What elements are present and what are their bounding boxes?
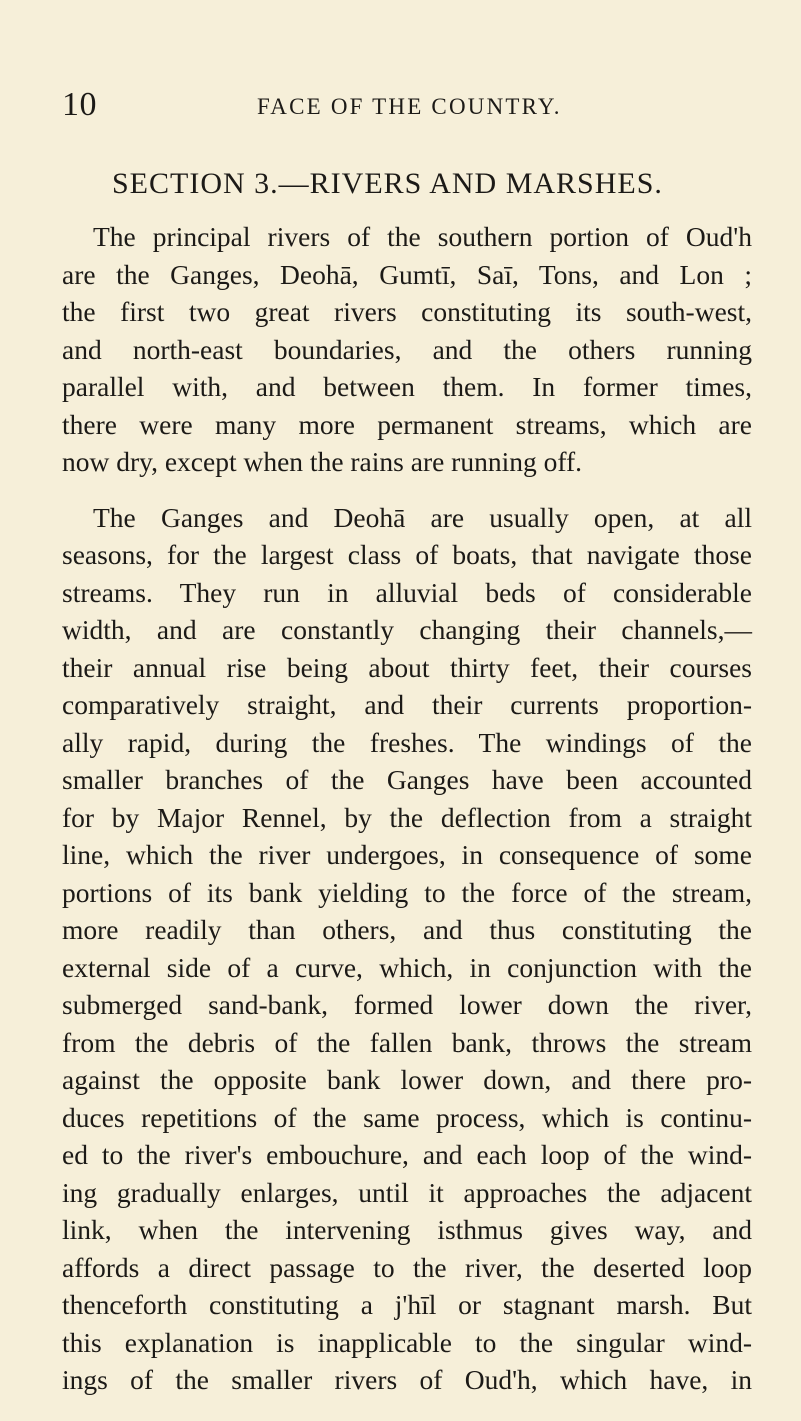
text-line: line, which the river undergoes, in consequence of some [62,839,752,870]
text-line: against the opposite bank lower down, and there pro- [62,1064,752,1095]
body-text [62,218,752,1399]
paragraph-2 [62,499,752,1399]
text-line: smaller branches of the Ganges have been accounted [62,764,752,795]
text-line: ally rapid, during the freshes. The windings of the [62,726,752,758]
text-line: seasons, for the largest class of boats, that navigate those [62,539,752,570]
running-title: FACE OF THE COUNTRY. [257,94,562,119]
text-line: and north-east boundaries, and the others running [62,333,752,365]
section-heading: SECTION 3.—RIVERS AND MARSHES. [112,167,663,200]
text-line: external side of a curve, which, in conjunction with the [62,951,752,983]
text-line: from the debris of the fallen bank, throws the stream [62,1026,752,1058]
text-line: The Ganges and Deohā are usually open, at all [93,501,752,533]
text-line: streams. They run in alluvial beds of considerable [62,576,752,608]
text-line: thenceforth constituting a j'hīl or stagnant marsh. But [62,1289,752,1320]
text-line: there were many more permanent streams, which are [62,408,752,440]
text-line: duces repetitions of the same process, which is continu- [62,1101,752,1133]
text-line: portions of its bank yielding to the force of the stream, [62,876,752,908]
text-line: parallel with, and between them. In former times, [62,371,752,402]
text-line: more readily than others, and thus constituting the [62,914,752,945]
text-line: are the Ganges, Deohā, Gumtī, Saī, Tons, and Lon ; [62,258,752,290]
text-line: ings of the smaller rivers of Oud'h, which have, in [62,1364,752,1395]
text-line: The principal rivers of the southern portion of Oud'h [93,221,752,252]
paragraph-1 [62,218,752,481]
text-line: affords a direct passage to the river, the deserted loop [62,1251,752,1283]
text-line: this explanation is inapplicable to the singular wind- [62,1326,752,1358]
text-line: ing gradually enlarges, until it approaches the adjacent [62,1176,752,1208]
page-number: 10 [62,86,97,123]
text-line: link, when the intervening isthmus gives way, and [62,1214,752,1245]
text-line: the first two great rivers constituting its south-west, [62,296,752,327]
running-head [62,85,752,125]
text-line: now dry, except when the rains are running off. [62,446,583,477]
text-line: width, and are constantly changing their channels,— [62,614,752,645]
text-line: comparatively straight, and their currents proportion- [62,689,752,720]
text-line: submerged sand-bank, formed lower down the river, [62,989,752,1020]
text-line: their annual rise being about thirty feet, their courses [62,651,752,683]
text-line: ed to the river's embouchure, and each loop of the wind- [62,1139,752,1170]
text-line: for by Major Rennel, by the deflection from a straight [62,801,752,833]
